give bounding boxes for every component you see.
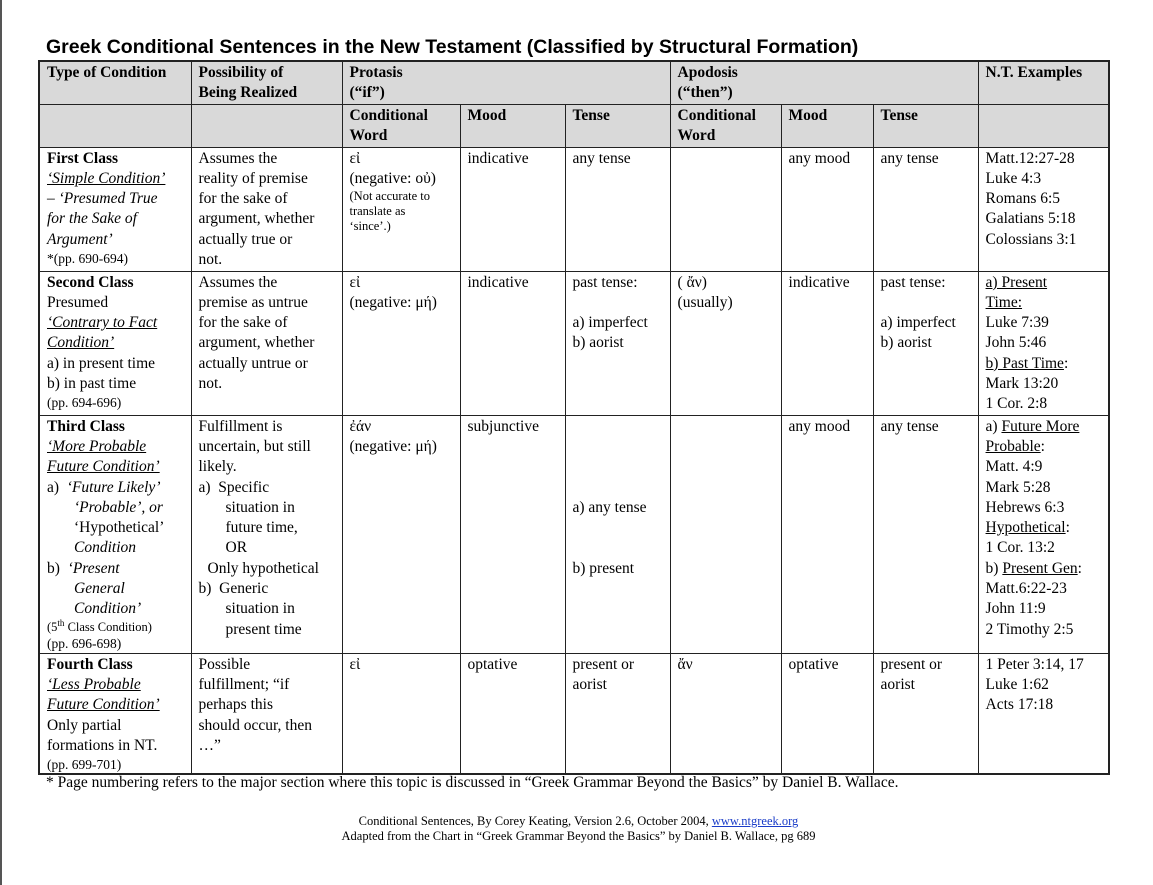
header-protasis: Protasis (“if”) — [342, 61, 670, 104]
first-class-possibility: Assumes the reality of premise for the sake of argument, whether actually true or not. — [191, 147, 342, 271]
fourth-class-apodosis-word: ἄν — [670, 653, 781, 774]
second-class-protasis-tense: past tense: a) imperfect b) aorist — [565, 271, 670, 415]
first-class-apodosis-word — [670, 147, 781, 271]
second-class-apodosis-mood: indicative — [781, 271, 873, 415]
third-class-possibility: Fulfillment is uncertain, but still likely. a) Specific situation in future time, OR Only hypothetical b) Generic situation in present time — [191, 415, 342, 653]
row-second-class — [39, 271, 1109, 415]
row-fourth-class — [39, 653, 1109, 774]
ntgreek-link[interactable]: www.ntgreek.org — [711, 814, 799, 828]
second-class-apodosis-tense: past tense: a) imperfect b) aorist — [873, 271, 978, 415]
third-class-apodosis-mood: any mood — [781, 415, 873, 653]
fourth-class-protasis-tense: present or aorist — [565, 653, 670, 774]
fourth-class-possibility: Possible fulfillment; “if perhaps this should occur, then …” — [191, 653, 342, 774]
second-class-protasis-mood: indicative — [460, 271, 565, 415]
third-class-protasis-word: ἐάν (negative: μή) — [342, 415, 460, 653]
credits-line-1: Conditional Sentences, By Corey Keating, Version 2.6, October 2004, www.ntgreek.org — [358, 814, 799, 828]
conditional-sentences-table — [38, 60, 1110, 775]
third-class-type: Third Class ‘More Probable Future Condition’ a) ‘Future Likely’ ‘Probable’, or ‘Hypothetical’ Condition b) ‘Present General Condition’ (5th Class Condition) (pp. 696-698) — [39, 415, 191, 653]
fourth-class-apodosis-tense: present or aorist — [873, 653, 978, 774]
header-protasis-word: Conditional Word — [342, 104, 460, 147]
header-protasis-mood: Mood — [460, 104, 565, 147]
third-class-apodosis-word — [670, 415, 781, 653]
header-row-1 — [39, 61, 1109, 104]
header-protasis-tense: Tense — [565, 104, 670, 147]
credits-line-2: Adapted from the Chart in “Greek Grammar Beyond the Basics” by Daniel B. Wallace, pg 689 — [341, 829, 816, 843]
second-class-possibility: Assumes the premise as untrue for the sake of argument, whether actually untrue or not. — [191, 271, 342, 415]
third-class-apodosis-tense: any tense — [873, 415, 978, 653]
page-title: Greek Conditional Sentences in the New Testament (Classified by Structural Formation) — [46, 36, 859, 58]
fourth-class-protasis-word: εἰ — [342, 653, 460, 774]
second-class-type: Second Class Presumed ‘Contrary to Fact Condition’ a) in present time b) in past time (pp. 694-696) — [39, 271, 191, 415]
fourth-class-apodosis-mood: optative — [781, 653, 873, 774]
header-blank-3 — [978, 104, 1109, 147]
header-apodosis-word: Conditional Word — [670, 104, 781, 147]
header-row-2 — [39, 104, 1109, 147]
header-apodosis-mood: Mood — [781, 104, 873, 147]
first-class-apodosis-tense: any tense — [873, 147, 978, 271]
third-class-examples: a) Future More Probable: Matt. 4:9 Mark 5:28 Hebrews 6:3 Hypothetical: 1 Cor. 13:2 b) Present Gen: Matt.6:22-23 John 11:9 2 Timothy 2:5 — [978, 415, 1109, 653]
second-class-protasis-word: εἰ (negative: μή) — [342, 271, 460, 415]
header-possibility: Possibility of Being Realized — [191, 61, 342, 104]
first-class-protasis-mood: indicative — [460, 147, 565, 271]
fourth-class-protasis-mood: optative — [460, 653, 565, 774]
first-class-protasis-tense: any tense — [565, 147, 670, 271]
third-class-protasis-mood: subjunctive — [460, 415, 565, 653]
credits — [2, 814, 1153, 844]
header-blank-2 — [191, 104, 342, 147]
third-class-protasis-tense: a) any tense b) present — [565, 415, 670, 653]
first-class-type: First Class ‘Simple Condition’ – ‘Presumed True for the Sake of Argument’ *(pp. 690-694) — [39, 147, 191, 271]
fourth-class-examples: 1 Peter 3:14, 17 Luke 1:62 Acts 17:18 — [978, 653, 1109, 774]
header-blank-1 — [39, 104, 191, 147]
row-third-class — [39, 415, 1109, 653]
fourth-class-type: Fourth Class ‘Less Probable Future Condition’ Only partial formations in NT. (pp. 699-701) — [39, 653, 191, 774]
first-class-protasis-word: εἰ (negative: οὐ) (Not accurate to translate as ‘since’.) — [342, 147, 460, 271]
row-first-class — [39, 147, 1109, 271]
first-class-examples: Matt.12:27-28 Luke 4:3 Romans 6:5 Galatians 5:18 Colossians 3:1 — [978, 147, 1109, 271]
header-examples: N.T. Examples — [978, 61, 1109, 104]
header-type: Type of Condition — [39, 61, 191, 104]
second-class-apodosis-word: ( ἄν) (usually) — [670, 271, 781, 415]
header-apodosis: Apodosis (“then”) — [670, 61, 978, 104]
footnote: * Page numbering refers to the major section where this topic is discussed in “Greek Grammar Beyond the Basics” by Daniel B. Wallace. — [46, 774, 899, 791]
second-class-examples: a) Present Time: Luke 7:39 John 5:46 b) Past Time: Mark 13:20 1 Cor. 2:8 — [978, 271, 1109, 415]
first-class-apodosis-mood: any mood — [781, 147, 873, 271]
header-apodosis-tense: Tense — [873, 104, 978, 147]
